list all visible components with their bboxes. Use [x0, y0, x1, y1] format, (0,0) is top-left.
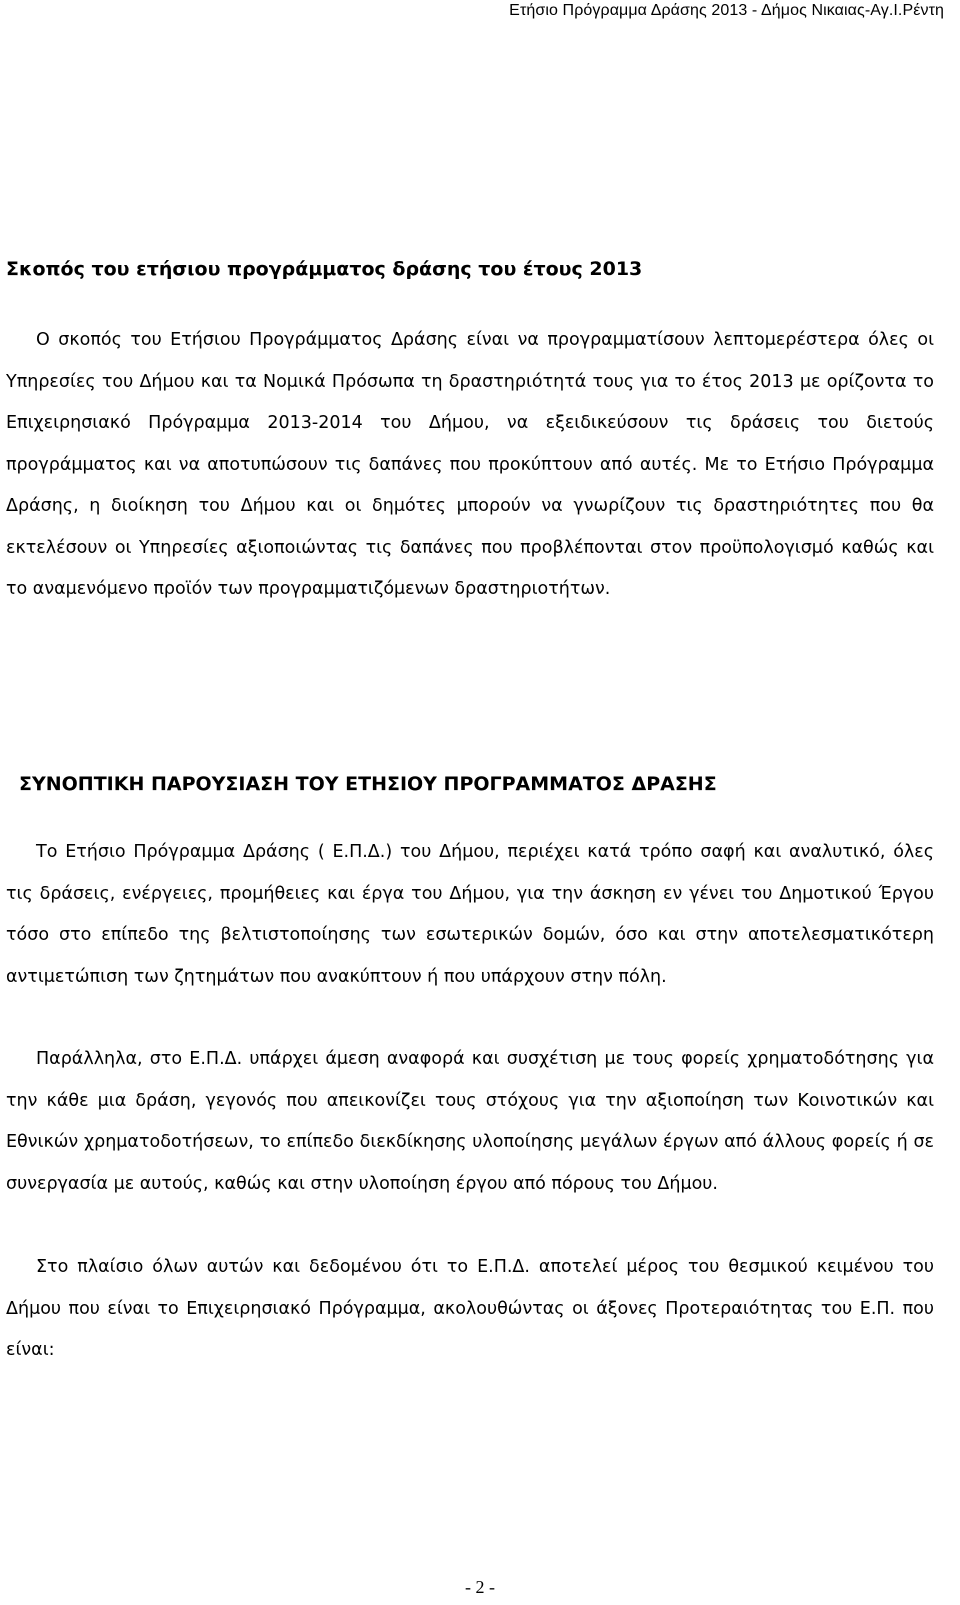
section-heading-purpose: Σκοπός του ετήσιου προγράμματος δράσης του έτους 2013 [6, 258, 643, 280]
paragraph-summary-3: Στο πλαίσιο όλων αυτών και δεδομένου ότι το Ε.Π.Δ. αποτελεί μέρος του θεσμικού κειμένου του Δήμου που είναι το Επιχειρησιακό Πρόγραμμα, ακολουθώντας οι άξονες Προτεραιότητας του Ε.Π. που είναι: [6, 1257, 934, 1360]
page-number: - 2 - [465, 1577, 495, 1597]
paragraph-summary-1: Το Ετήσιο Πρόγραμμα Δράσης ( Ε.Π.Δ.) του Δήμου, περιέχει κατά τρόπο σαφή και αναλυτικό, όλες τις δράσεις, ενέργειες, προμήθειες και έργα του Δήμου, για την άσκηση εν γένει του Δημοτικού Έργου τόσο στο επίπεδο της βελτιστοποίησης των εσωτερικών δομών, όσο και στην αποτελεσματικότερη αντιμετώπιση των ζητημάτων που ανακύπτουν ή που υπάρχουν στην πόλη. [6, 842, 934, 987]
running-header: Ετήσιο Πρόγραμμα Δράσης 2013 - Δήμος Νικαιας-Αγ.Ι.Ρέντη [509, 2, 944, 19]
paragraph-summary-2: Παράλληλα, στο Ε.Π.Δ. υπάρχει άμεση αναφορά και συσχέτιση με τους φορείς χρηματοδότησης για την κάθε μια δράση, γεγονός που απεικονίζει τους στόχους για την αξιοποίηση των Κοινοτικών και Εθνικών χρηματοδοτήσεων, το επίπεδο διεκδίκησης υλοποίησης μεγάλων έργων από άλλους φορείς ή σε συνεργασία με αυτούς, καθώς και στην υλοποίηση έργου από πόρους του Δήμου. [6, 1049, 934, 1194]
paragraph-purpose: Ο σκοπός του Ετήσιου Προγράμματος Δράσης είναι να προγραμματίσουν λεπτομερέστερα όλες οι Υπηρεσίες του Δήμου και τα Νομικά Πρόσωπα τη δραστηριότητά τους για το έτος 2013 με ορίζοντα το Επιχειρησιακό Πρόγραμμα 2013-2014 του Δήμου, να εξειδικεύσουν τις δράσεις του διετούς προγράμματος και να αποτυπώσουν τις δαπάνες που προκύπτουν από αυτές. Με το Ετήσιο Πρόγραμμα Δράσης, η διοίκηση του Δήμου και οι δημότες μπορούν να γνωρίζουν τις δραστηριότητες που θα εκτελέσουν οι Υπηρεσίες αξιοποιώντας τις δαπάνες που προβλέπονται στον προϋπολογισμό καθώς και το αναμενόμενο προϊόν των προγραμματιζόμενων δραστηριοτήτων. [6, 330, 934, 599]
section-heading-summary: ΣΥΝΟΠΤΙΚΗ ΠΑΡΟΥΣΙΑΣΗ ΤΟΥ ΕΤΗΣΙΟΥ ΠΡΟΓΡΑΜΜΑΤΟΣ ΔΡΑΣΗΣ [19, 773, 717, 795]
